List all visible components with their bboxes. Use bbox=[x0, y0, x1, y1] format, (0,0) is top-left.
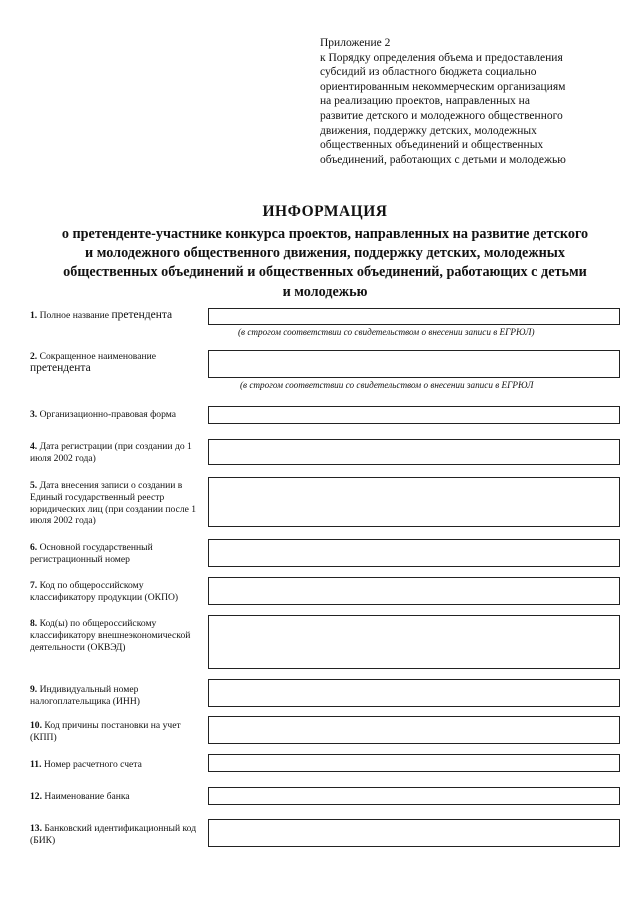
form-row-inn bbox=[30, 679, 620, 709]
form-row-full-name bbox=[30, 308, 620, 344]
account-number-field[interactable] bbox=[208, 754, 620, 772]
kpp-field[interactable] bbox=[208, 716, 620, 744]
document-heading bbox=[20, 203, 630, 302]
registration-date-field[interactable] bbox=[208, 439, 620, 465]
form-row-registration-date bbox=[30, 439, 620, 467]
subtitle-line: и молодежью bbox=[282, 283, 368, 300]
document-title: ИНФОРМАЦИЯ bbox=[262, 203, 388, 220]
field-label: 5. Дата внесения записи о создании в Единый государственный реестр юридических лиц (при создании после 1 июля 2002 года) bbox=[30, 480, 197, 527]
appendix-line: Приложение 2 bbox=[320, 37, 391, 49]
form-row-short-name bbox=[30, 350, 620, 396]
appendix-line: общественных объединений и общественных bbox=[320, 139, 544, 152]
subtitle-line: и молодежного общественного движения, поддержку детских, молодежных bbox=[85, 245, 565, 262]
form-row-legal-form bbox=[30, 406, 620, 426]
form-row-bank-name bbox=[30, 787, 620, 807]
bik-field[interactable] bbox=[208, 819, 620, 847]
form-row-ogrn bbox=[30, 539, 620, 569]
field-label: 8. Код(ы) по общероссийскому классификатору внешнеэкономической деятельности (ОКВЭД) bbox=[30, 618, 191, 653]
form-row-okved bbox=[30, 615, 620, 671]
field-label: 3. Организационно-правовая форма bbox=[30, 409, 177, 420]
field-label: 1. Полное название претендента bbox=[30, 309, 173, 321]
appendix-line: ориентированным некоммерческим организациям bbox=[320, 80, 566, 93]
appendix-line: на реализацию проектов, направленных на bbox=[320, 95, 530, 108]
form-row-bik bbox=[30, 819, 620, 849]
field-label: 4. Дата регистрации (при создании до 1 июля 2002 года) bbox=[30, 441, 192, 464]
appendix-note bbox=[320, 36, 620, 167]
short-name-field[interactable] bbox=[208, 350, 620, 378]
field-label: 11. Номер расчетного счета bbox=[30, 759, 142, 770]
bank-name-field[interactable] bbox=[208, 787, 620, 805]
field-label: 13. Банковский идентификационный код (БИК) bbox=[30, 823, 197, 846]
form-row-okpo bbox=[30, 577, 620, 607]
form-row-egrul-entry-date bbox=[30, 477, 620, 529]
appendix-line: объединений, работающих с детьми и молодежью bbox=[320, 153, 566, 166]
appendix-line: к Порядку определения объема и предоставления bbox=[320, 51, 563, 64]
legal-form-field[interactable] bbox=[208, 406, 620, 424]
form-row-kpp bbox=[30, 716, 620, 746]
field-hint: (в строгом соответствии со свидетельством о внесении записи в ЕГРЮЛ bbox=[240, 380, 534, 390]
field-label: 7. Код по общероссийскому классификатору продукции (ОКПО) bbox=[30, 580, 179, 603]
full-name-field[interactable] bbox=[208, 308, 620, 325]
field-label: 6. Основной государственный регистрационный номер bbox=[30, 542, 153, 565]
field-hint: (в строгом соответствии со свидетельством о внесении записи в ЕГРЮЛ) bbox=[238, 327, 535, 337]
appendix-line: субсидий из областного бюджета социально bbox=[320, 66, 537, 79]
field-label: 9. Индивидуальный номер налогоплательщика (ИНН) bbox=[30, 684, 140, 707]
appendix-line: развитие детского и молодежного общественного bbox=[320, 109, 563, 122]
field-label: 12. Наименование банка bbox=[30, 791, 130, 802]
inn-field[interactable] bbox=[208, 679, 620, 707]
subtitle-line: о претенденте-участнике конкурса проектов, направленных на развитие детского bbox=[61, 226, 589, 242]
okved-field[interactable] bbox=[208, 615, 620, 669]
okpo-field[interactable] bbox=[208, 577, 620, 605]
appendix-line: движения, поддержку детских, молодежных bbox=[320, 124, 537, 137]
ogrn-field[interactable] bbox=[208, 539, 620, 567]
subtitle-line: общественных объединений и общественных объединений, работающих с детьми bbox=[63, 264, 587, 281]
form-row-account-number bbox=[30, 754, 620, 774]
field-label: 10. Код причины постановки на учет (КПП) bbox=[30, 720, 181, 743]
field-label: 2. Сокращенное наименование претендента bbox=[30, 351, 156, 374]
egrul-entry-date-field[interactable] bbox=[208, 477, 620, 527]
document-subtitle bbox=[20, 225, 630, 302]
